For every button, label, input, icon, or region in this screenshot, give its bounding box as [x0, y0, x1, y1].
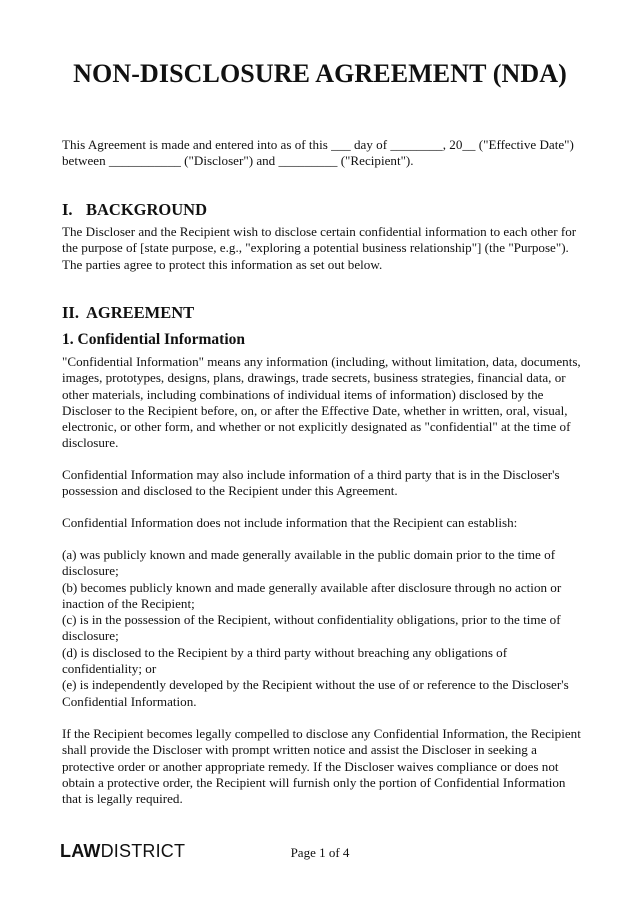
intro-line: between ___________ ("Discloser") and _________ ("Recipient").	[62, 153, 414, 169]
paragraph-line: images, prototypes, designs, plans, drawings, trade secrets, business strategies, financial data, or	[62, 370, 566, 386]
paragraph-line: If the Recipient becomes legally compelled to disclose any Confidential Information, the Recipient	[62, 726, 581, 741]
third-party-paragraph	[62, 467, 582, 500]
paragraph-line: Discloser to the Recipient before, on, or after the Effective Date, whether in written, oral, visual,	[62, 402, 568, 418]
list-item: (d) is disclosed to the Recipient by a third party without breaching any obligations of	[62, 644, 508, 660]
paragraph-line: that is legally required.	[62, 791, 183, 807]
document-title: NON-DISCLOSURE AGREEMENT (NDA)	[73, 59, 567, 88]
background-line: The parties agree to protect this information as set out below.	[62, 256, 383, 272]
logo-text: DISTRICT	[100, 841, 186, 861]
background-paragraph	[62, 224, 582, 273]
intro-line: This Agreement is made and entered into as of this ___ day of ________, 20__ ("Effective Date")	[62, 137, 574, 152]
exclusions-list	[62, 547, 582, 710]
intro-paragraph	[62, 137, 582, 170]
paragraph-line: possession and disclosed to the Recipient under this Agreement.	[62, 483, 398, 499]
list-item: disclosure;	[62, 628, 119, 644]
list-item: disclosure;	[62, 563, 119, 579]
paragraph-line: "Confidential Information" means any information (including, without limitation, data, documents,	[62, 354, 581, 369]
paragraph-line: Confidential Information does not include information that the Recipient can establish:	[62, 515, 518, 530]
exclusions-intro-paragraph	[62, 515, 582, 531]
section-number: II.	[62, 303, 79, 322]
definition-paragraph	[62, 354, 582, 452]
subsection-heading: 1. Confidential Information	[62, 331, 245, 348]
section-heading-background	[62, 200, 207, 220]
section-title: BACKGROUND	[86, 200, 208, 219]
section-title: AGREEMENT	[86, 303, 195, 322]
compelled-disclosure-paragraph	[62, 726, 582, 807]
list-item: inaction of the Recipient;	[62, 595, 195, 611]
background-line: The Discloser and the Recipient wish to disclose certain confidential information to each other for	[62, 224, 577, 239]
paragraph-line: obtain a protective order, the Recipient will furnish only the portion of Confidential Information	[62, 774, 566, 790]
section-heading-agreement	[62, 303, 194, 323]
list-item: (e) is independently developed by the Recipient without the use of or reference to the Discloser's	[62, 677, 569, 693]
paragraph-line: shall provide the Discloser with prompt written notice and assist the Discloser in seeking a	[62, 742, 537, 758]
paragraph-line: electronic, or other form, and whether or not explicitly designated as "confidential" at the time of	[62, 419, 571, 435]
paragraph-line: other materials, including combinations of individual items of information) disclosed by the	[62, 386, 544, 402]
logo-bold-text: LAW	[60, 841, 101, 861]
paragraph-line: protective order or another appropriate remedy. If the Discloser waives compliance or does not	[62, 758, 559, 774]
paragraph-line: disclosure.	[62, 435, 119, 451]
list-item: (a) was publicly known and made generally available in the public domain prior to the time of	[62, 547, 556, 562]
background-line: the purpose of [state purpose, e.g., "exploring a potential business relationship"] (the "Purpose").	[62, 240, 569, 256]
list-item: (c) is in the possession of the Recipient, without confidentiality obligations, prior to the time of	[62, 612, 561, 628]
section-number: I.	[62, 200, 73, 219]
list-item: Confidential Information.	[62, 693, 197, 709]
paragraph-line: Confidential Information may also include information of a third party that is in the Discloser's	[62, 467, 560, 482]
page-number: Page 1 of 4	[290, 845, 350, 860]
list-item: (b) becomes publicly known and made generally available after disclosure through no action or	[62, 579, 562, 595]
list-item: confidentiality; or	[62, 661, 157, 677]
